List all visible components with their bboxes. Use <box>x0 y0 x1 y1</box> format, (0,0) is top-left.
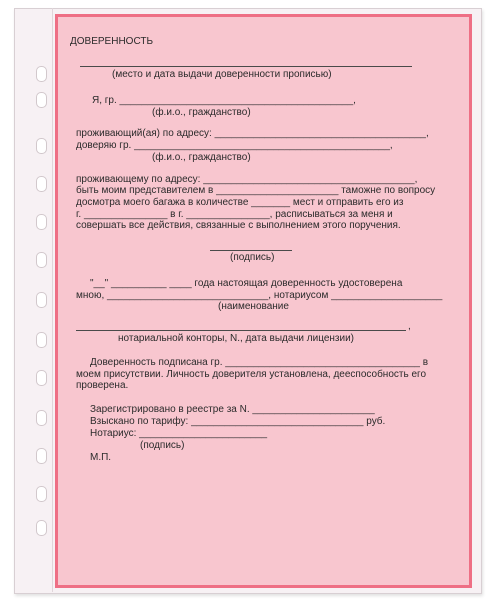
attorney-line: доверяю гр. ______________________________________________, <box>76 140 393 151</box>
punch-hole <box>36 520 47 536</box>
notary-line: мною, _____________________________, нотариусом ____________________ <box>76 290 443 301</box>
place-date-blank <box>80 66 412 67</box>
attorney-caption: (ф.и.о., гражданство) <box>152 152 251 163</box>
certification-date-line: "__" __________ ____ года настоящая доверенность удостоверена <box>90 278 403 289</box>
verified-line: проверена. <box>76 380 129 391</box>
document-title: ДОВЕРЕННОСТЬ <box>70 36 154 47</box>
signature-blank <box>210 250 292 251</box>
punch-hole <box>36 292 47 308</box>
city-line: г. _______________ в г. _______________, расписываться за меня и <box>76 209 393 220</box>
customs-line: быть моим представителем в ______________________ таможне по вопросу <box>76 185 436 196</box>
punch-hole <box>36 176 47 192</box>
baggage-line: досмотра моего багажа в количестве _______ мест и отправить его из <box>76 197 404 208</box>
registry-line: Зарегистрировано в реестре за N. ______________________ <box>90 404 375 415</box>
punch-hole <box>36 214 47 230</box>
punch-hole <box>36 370 47 386</box>
presence-line: моем присутствии. Личность доверителя установлена, дееспособность его <box>76 369 427 380</box>
punch-strip-line <box>52 8 53 592</box>
notary-office-caption: нотариальной конторы, N., дата выдачи лицензии) <box>118 333 355 344</box>
punch-hole <box>36 138 47 154</box>
place-date-caption: (место и дата выдачи доверенности прописью) <box>112 69 332 80</box>
principal-line: Я, гр. __________________________________________, <box>92 95 356 106</box>
tariff-line: Взыскано по тарифу: _______________________________ руб. <box>90 416 386 427</box>
attorney-address-line: проживающему по адресу: ______________________________________, <box>76 174 418 185</box>
signed-by-line: Доверенность подписана гр. ___________________________________ в <box>90 357 429 368</box>
stamp-label: М.П. <box>90 452 112 463</box>
principal-address-line: проживающий(ая) по адресу: ______________________________________, <box>76 128 429 139</box>
notary-name-caption: (наименование <box>218 301 289 312</box>
notary-signature-caption: (подпись) <box>140 440 185 451</box>
principal-caption: (ф.и.о., гражданство) <box>152 107 251 118</box>
actions-line: совершать все действия, связанные с выполнением этого поручения. <box>76 220 401 231</box>
punch-hole <box>36 486 47 502</box>
punch-hole <box>36 66 47 82</box>
signature-caption: (подпись) <box>230 252 275 263</box>
punch-hole <box>36 448 47 464</box>
punch-hole <box>36 92 47 108</box>
punch-hole <box>36 252 47 268</box>
notary-office-blank <box>76 330 406 331</box>
notary-office-comma: , <box>408 321 411 332</box>
punch-hole <box>36 332 47 348</box>
notary-signature-line: Нотариус: _______________________ <box>90 428 268 439</box>
punch-hole <box>36 410 47 426</box>
